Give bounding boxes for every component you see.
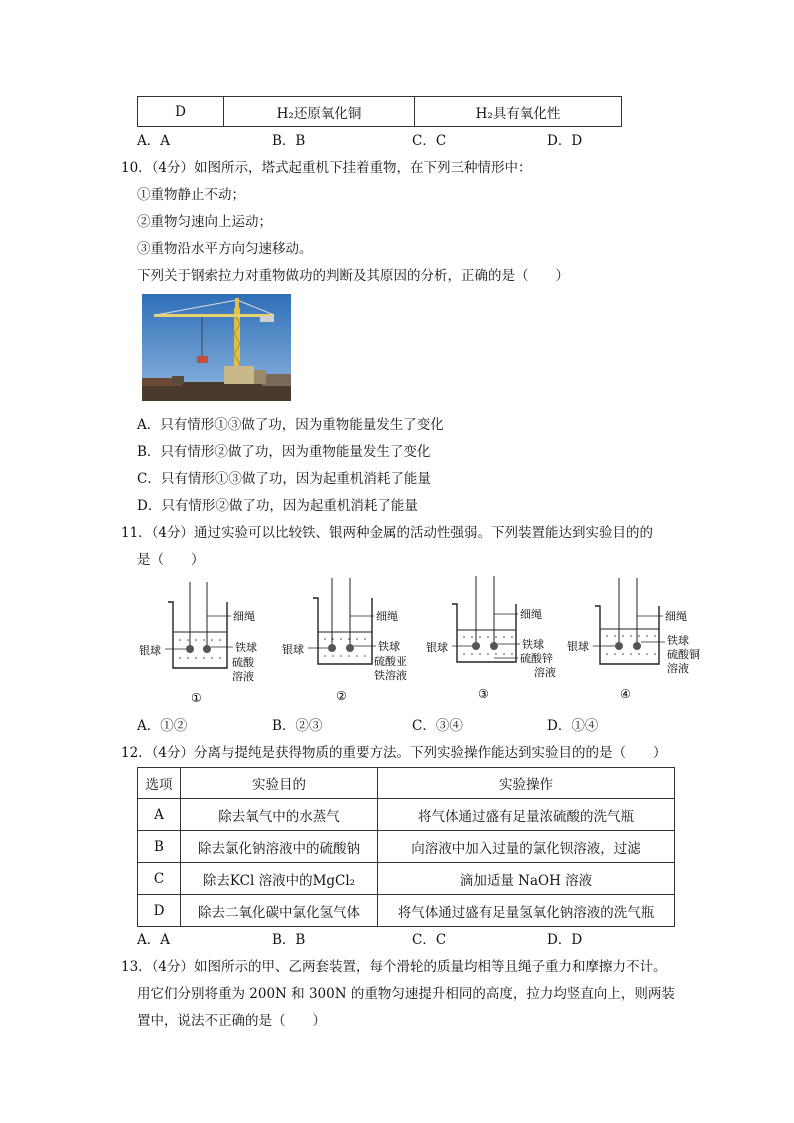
q11-stem-2: 是（ ） [137, 552, 205, 568]
q11-choice-d[interactable]: D．①④ [547, 718, 599, 734]
table-row [138, 799, 675, 831]
device-3-ball-label: 铁球 [522, 638, 544, 651]
device-1-diagram [135, 580, 275, 710]
q12-header-option: 选项 [138, 768, 181, 799]
device-4-thread-label: 细绳 [665, 610, 687, 623]
device-2-ball-label: 铁球 [378, 640, 400, 653]
q13-line-1: 13．（4分）如图所示的甲、乙两套装置，每个滑轮的质量均相等且绳子重力和摩擦力不计。 [121, 959, 667, 975]
q10-option-d[interactable]: D．只有情形②做了功，因为起重机消耗了能量 [137, 498, 418, 514]
q9-choice-b[interactable]: B．B [272, 133, 306, 149]
device-2-thread-label: 细绳 [376, 610, 398, 623]
q12-stem: 12．（4分）分离与提纯是获得物质的重要方法。下列实验操作能达到实验目的的是（ ） [121, 745, 667, 761]
q10-option-b[interactable]: B．只有情形②做了功，因为重物能量发生了变化 [137, 444, 431, 460]
q12-row-b-purpose: 除去氯化钠溶液中的硫酸钠 [181, 831, 378, 863]
device-1-solution-label-2: 溶液 [232, 670, 254, 683]
q10-case-1: ①重物静止不动； [137, 187, 245, 203]
q12-header-operation: 实验操作 [378, 768, 675, 799]
device-4-diagram [567, 576, 707, 706]
device-3-silver-label: 银球 [426, 641, 448, 654]
device-3-solution-label-2: 溶液 [534, 666, 556, 679]
device-1-solution-label-1: 硫酸 [232, 656, 254, 669]
q12-row-b-option: B [138, 831, 181, 863]
q10-question: 下列关于钢索拉力对重物做功的判断及其原因的分析，正确的是（ ） [137, 268, 569, 284]
q12-choice-b[interactable]: B．B [272, 932, 306, 948]
device-3-solution-label-1: 硫酸锌 [520, 652, 553, 665]
q9-reaction-cell: H₂还原氧化铜 [224, 97, 415, 127]
q12-row-c-operation: 滴加适量 NaOH 溶液 [378, 863, 675, 895]
q12-row-a-option: A [138, 799, 181, 831]
device-4-solution-label-2: 溶液 [667, 662, 689, 675]
device-4-solution-label-1: 硫酸铜 [667, 648, 700, 661]
q12-row-b-operation: 向溶液中加入过量的氯化钡溶液，过滤 [378, 831, 675, 863]
device-1-number: ① [191, 691, 202, 705]
table-header-row [138, 768, 675, 799]
q12-choice-a[interactable]: A．A [137, 932, 170, 948]
q12-row-d-operation: 将气体通过盛有足量氢氧化钠溶液的洗气瓶 [378, 895, 675, 927]
table-row [138, 863, 675, 895]
q12-table [137, 767, 675, 927]
device-4-number: ④ [620, 687, 631, 701]
q9-option-cell: D [138, 97, 224, 127]
q12-row-a-operation: 将气体通过盛有足量浓硫酸的洗气瓶 [378, 799, 675, 831]
q11-choice-a[interactable]: A．①② [137, 718, 188, 734]
q11-choice-b[interactable]: B．②③ [272, 718, 323, 734]
device-2-solution-label-1: 硫酸亚 [374, 655, 407, 668]
q10-case-2: ②重物匀速向上运动； [137, 214, 272, 230]
q12-row-d-purpose: 除去二氧化碳中氯化氢气体 [181, 895, 378, 927]
q12-row-c-option: C [138, 863, 181, 895]
crane-photo [142, 294, 291, 401]
q10-case-3: ③重物沿水平方向匀速移动。 [137, 241, 313, 257]
q9-choice-a[interactable]: A．A [137, 133, 170, 149]
q10-option-a[interactable]: A．只有情形①③做了功，因为重物能量发生了变化 [137, 417, 444, 433]
table-row [138, 895, 675, 927]
table-row [138, 97, 622, 127]
device-3-number: ③ [478, 687, 489, 701]
device-2-solution-label-2: 铁溶液 [374, 669, 407, 682]
device-1-ball-label: 铁球 [235, 641, 257, 654]
q10-option-c[interactable]: C．只有情形①③做了功，因为起重机消耗了能量 [137, 471, 431, 487]
device-3-thread-label: 细绳 [520, 608, 542, 621]
q12-choice-d[interactable]: D．D [547, 932, 583, 948]
device-1-silver-label: 银球 [139, 644, 161, 657]
q11-stem-1: 11．（4分）通过实验可以比较铁、银两种金属的活动性强弱。下列装置能达到实验目的的 [121, 525, 654, 541]
device-1-thread-label: 细绳 [233, 610, 255, 623]
q12-row-a-purpose: 除去氧气中的水蒸气 [181, 799, 378, 831]
q12-row-d-option: D [138, 895, 181, 927]
q12-row-c-purpose: 除去KCl 溶液中的MgCl₂ [181, 863, 378, 895]
table-row [138, 831, 675, 863]
q9-conclusion-cell: H₂具有氧化性 [415, 97, 622, 127]
device-2-diagram [280, 576, 420, 706]
device-3-diagram [424, 574, 564, 704]
device-2-number: ② [336, 689, 347, 703]
device-4-silver-label: 银球 [567, 640, 589, 653]
device-2-silver-label: 银球 [282, 643, 304, 656]
q12-header-purpose: 实验目的 [181, 768, 378, 799]
q10-stem: 10．（4分）如图所示，塔式起重机下挂着重物，在下列三种情形中： [121, 160, 532, 176]
q13-line-2: 用它们分别将重为 200N 和 300N 的重物匀速提升相同的高度，拉力均竖直向上，则两装 [137, 986, 675, 1002]
q9-table [137, 96, 622, 127]
q12-choice-c[interactable]: C．C [412, 932, 447, 948]
q13-line-3: 置中，说法不正确的是（ ） [137, 1013, 326, 1029]
q11-choice-c[interactable]: C．③④ [412, 718, 463, 734]
q9-choice-c[interactable]: C．C [412, 133, 447, 149]
device-4-ball-label: 铁球 [667, 634, 689, 647]
q9-choice-d[interactable]: D．D [547, 133, 583, 149]
